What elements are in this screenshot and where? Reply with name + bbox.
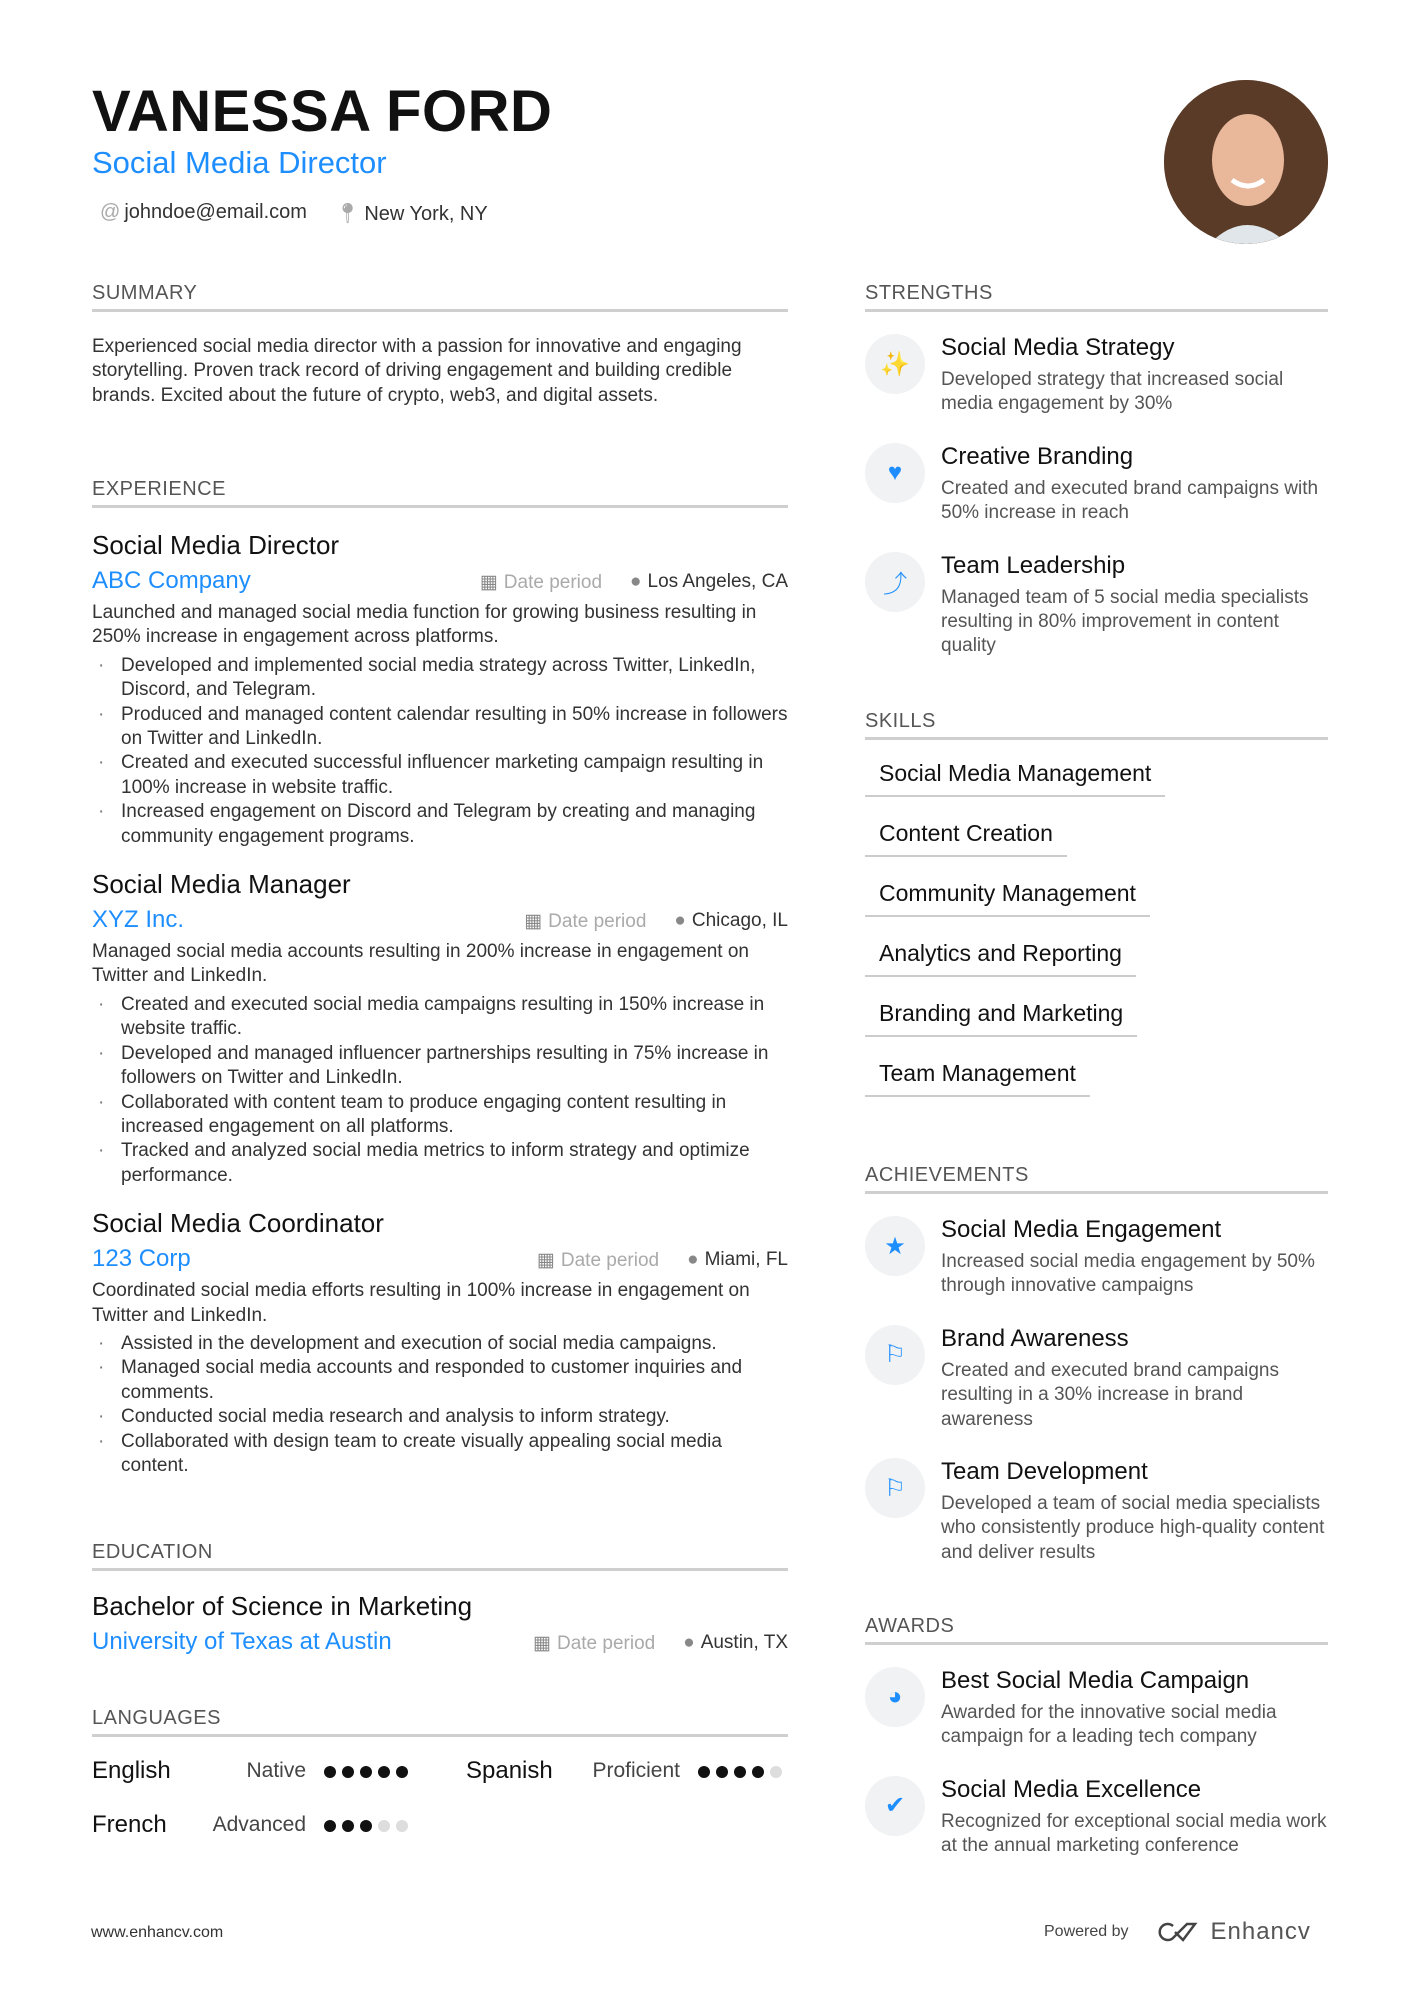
section-heading: EDUCATION — [92, 1541, 788, 1571]
location: Austin, TX — [700, 1632, 788, 1653]
location-pin-icon: ● — [683, 1632, 695, 1653]
school: University of Texas at Austin — [92, 1628, 392, 1655]
location-text: New York, NY — [364, 203, 488, 225]
brand-name: Enhancv — [1210, 1918, 1311, 1945]
item-body — [941, 552, 1328, 659]
item-description: Managed team of 5 social media specialists resulting in 80% improvement in content quality — [941, 586, 1309, 657]
skill-tag: Branding and Marketing — [865, 1000, 1137, 1037]
skill-tag: Analytics and Reporting — [865, 940, 1136, 977]
degree: Bachelor of Science in Marketing — [92, 1591, 473, 1621]
job-meta-row — [92, 1245, 788, 1273]
item-description: Created and executed brand campaigns resulting in a 30% increase in brand awareness — [941, 1359, 1280, 1430]
job-meta — [524, 910, 788, 933]
powered-by — [1044, 1918, 1311, 1946]
dot-filled — [360, 1766, 372, 1778]
location — [335, 201, 488, 226]
job-location — [630, 571, 788, 594]
item-body — [941, 1776, 1328, 1859]
language-item — [92, 1811, 414, 1839]
skills-section — [865, 710, 1328, 1097]
company-name: XYZ Inc. — [92, 906, 185, 934]
profile-photo — [1164, 80, 1328, 244]
contact-info — [100, 201, 488, 226]
item-body — [941, 1216, 1328, 1299]
location-text: Chicago, IL — [691, 910, 788, 932]
section-heading: SUMMARY — [92, 282, 788, 312]
location-pin-icon: ● — [674, 910, 686, 932]
location-text: Miami, FL — [704, 1249, 788, 1271]
head-idea-icon: ◕ — [865, 1667, 925, 1727]
dot-filled — [734, 1766, 746, 1778]
skill-row — [865, 917, 1328, 977]
calendar-icon: ▦ — [533, 1633, 551, 1654]
language-level: Advanced — [212, 1813, 306, 1836]
item-description: Increased social media engagement by 50% through innovative campaigns — [941, 1251, 1315, 1297]
website-link[interactable]: www.enhancv.com — [91, 1924, 224, 1941]
awards-item — [865, 1776, 1328, 1859]
language-name: Spanish — [466, 1757, 553, 1784]
item-description: Awarded for the innovative social media campaign for a leading tech company — [941, 1702, 1277, 1748]
flag-icon: ⚐ — [865, 1325, 925, 1385]
job-meta-row — [92, 567, 788, 595]
job-bullets — [92, 654, 788, 849]
skill-row — [865, 1037, 1328, 1097]
section-heading: LANGUAGES — [92, 1707, 788, 1737]
heart-icon: ♥ — [865, 443, 925, 503]
skill-tag: Content Creation — [865, 820, 1067, 857]
achievements-item — [865, 1216, 1328, 1299]
skill-tag: Social Media Management — [865, 760, 1165, 797]
email-text: johndoe@email.com — [124, 201, 307, 223]
section-heading: AWARDS — [865, 1615, 1328, 1645]
section-heading: STRENGTHS — [865, 282, 1328, 312]
item-title: Team Leadership — [941, 551, 1126, 579]
bullet-item: · Developed and implemented social media strategy across Twitter, LinkedIn, Discord, and Telegram. — [92, 654, 788, 703]
at-icon: @ — [100, 201, 121, 223]
location-pin-icon: ● — [630, 571, 642, 592]
job-description: Managed social media accounts resulting in 200% increase in engagement on Twitter and LinkedIn. — [92, 941, 749, 987]
proficiency-dots — [698, 1757, 788, 1785]
item-title: Best Social Media Campaign — [941, 1667, 1250, 1694]
item-body — [941, 443, 1328, 526]
skill-row — [865, 740, 1328, 797]
flag-icon: ⚐ — [865, 1458, 925, 1518]
job-description: Coordinated social media efforts resulting in 100% increase in engagement on Twitter and LinkedIn. — [92, 1280, 750, 1326]
bullet-item: · Tracked and analyzed social media metrics to inform strategy and optimize performance. — [92, 1139, 788, 1188]
bullet-item: · Assisted in the development and execution of social media campaigns. — [92, 1332, 788, 1356]
job-meta — [537, 1249, 788, 1272]
location-text: Los Angeles, CA — [647, 571, 788, 592]
magic-wand-icon: ✨ — [865, 334, 925, 394]
calendar-icon: ▦ — [479, 572, 498, 593]
awards-item — [865, 1667, 1328, 1750]
dot-empty — [396, 1820, 408, 1832]
skill-tag: Team Management — [865, 1060, 1090, 1097]
skill-row — [865, 977, 1328, 1037]
check-icon: ✔ — [865, 1776, 925, 1836]
job-meta — [480, 571, 788, 594]
item-title: Social Media Excellence — [941, 1775, 1202, 1803]
job-description: Launched and managed social media function for growing business resulting in 250% increase in engagement across platforms. — [92, 602, 757, 648]
candidate-name: VANESSA FORD — [92, 79, 553, 144]
bullet-item: · Created and executed successful influencer marketing campaign resulting in 100% increase in website traffic. — [92, 751, 788, 800]
candidate-title: Social Media Director — [92, 145, 387, 180]
star-icon: ★ — [865, 1216, 925, 1276]
bullet-item: · Collaborated with content team to produce engaging content resulting in increased engagement on all platforms. — [92, 1091, 788, 1140]
awards-section — [865, 1615, 1328, 1859]
bullet-item: · Managed social media accounts and responded to customer inquiries and comments. — [92, 1356, 788, 1405]
date-text: Date period — [560, 1250, 660, 1272]
item-title: Creative Branding — [941, 442, 1134, 470]
language-level: Proficient — [592, 1759, 680, 1782]
calendar-icon: ▦ — [524, 911, 543, 933]
item-title: Brand Awareness — [941, 1324, 1129, 1352]
job-title: Social Media Manager — [92, 869, 351, 900]
bullet-item: · Increased engagement on Discord and Telegram by creating and managing community engagement programs. — [92, 800, 788, 849]
languages-section — [92, 1707, 788, 1839]
experience-entry — [92, 869, 788, 1188]
skill-row — [865, 857, 1328, 917]
location-pin-icon: 📍︎ — [334, 203, 361, 225]
language-name: English — [92, 1757, 171, 1784]
item-body — [941, 334, 1328, 417]
dot-filled — [396, 1766, 408, 1778]
bullet-item: · Conducted social media research and analysis to inform strategy. — [92, 1405, 788, 1429]
dot-filled — [752, 1766, 764, 1778]
strengths-item — [865, 443, 1328, 526]
calendar-icon: ▦ — [536, 1250, 555, 1272]
bullet-item: · Developed and managed influencer partnerships resulting in 75% increase in followers on Twitter and LinkedIn. — [92, 1042, 788, 1091]
item-description: Created and executed brand campaigns with 50% increase in reach — [941, 477, 1319, 524]
job-location — [687, 1249, 788, 1272]
achievements-section — [865, 1164, 1328, 1565]
dot-filled — [324, 1820, 336, 1832]
dot-empty — [770, 1766, 782, 1778]
item-body — [941, 1667, 1328, 1750]
email[interactable] — [100, 201, 307, 226]
experience-section — [92, 478, 788, 1478]
date-period — [524, 910, 646, 933]
item-body — [941, 1458, 1328, 1565]
enhancv-logo-icon — [1153, 1920, 1199, 1944]
company-name: 123 Corp — [92, 1245, 191, 1273]
item-title: Social Media Strategy — [941, 334, 1175, 361]
job-title: Social Media Director — [92, 530, 340, 560]
dot-filled — [324, 1766, 336, 1778]
job-meta-row — [92, 906, 788, 934]
powered-by-text: Powered by — [1044, 1923, 1129, 1940]
item-description: Developed a team of social media specialists who consistently produce high-quality content and deliver results — [941, 1493, 1325, 1563]
dot-filled — [716, 1766, 728, 1778]
dot-filled — [360, 1820, 372, 1832]
item-body — [941, 1325, 1328, 1432]
location-pin-icon: ● — [687, 1249, 699, 1271]
dot-empty — [378, 1820, 390, 1832]
job-bullets — [92, 1332, 788, 1478]
date-period — [480, 571, 602, 594]
company-name: ABC Company — [92, 567, 251, 594]
skill-row — [865, 797, 1328, 857]
experience-entry — [92, 530, 788, 849]
language-item — [466, 1757, 788, 1785]
proficiency-dots — [324, 1811, 414, 1839]
language-name: French — [92, 1811, 167, 1838]
skill-tag: Community Management — [865, 880, 1150, 917]
dot-filled — [342, 1820, 354, 1832]
bullet-item: · Produced and managed content calendar resulting in 50% increase in followers on Twitter and LinkedIn. — [92, 703, 788, 752]
job-bullets — [92, 993, 788, 1188]
strategy-arrow-icon: ⤴ — [865, 552, 925, 612]
item-description: Recognized for exceptional social media work at the annual marketing conference — [941, 1810, 1327, 1857]
summary-text: Experienced social media director with a passion for innovative and engaging storytelling. Proven track record of driving engagement and building credible brands. Excited about the future of crypto, web3, and digital assets. — [92, 336, 742, 406]
dot-filled — [342, 1766, 354, 1778]
date-period — [537, 1249, 659, 1272]
item-title: Team Development — [941, 1458, 1148, 1486]
job-title: Social Media Coordinator — [92, 1208, 384, 1239]
section-heading: ACHIEVEMENTS — [865, 1164, 1328, 1194]
strengths-item — [865, 552, 1328, 659]
section-heading: EXPERIENCE — [92, 478, 788, 508]
dot-filled — [378, 1766, 390, 1778]
language-level: Native — [246, 1759, 306, 1782]
language-item — [92, 1757, 414, 1785]
item-title: Social Media Engagement — [941, 1216, 1222, 1243]
proficiency-dots — [324, 1757, 414, 1785]
experience-entry — [92, 1208, 788, 1478]
bullet-item: · Created and executed social media campaigns resulting in 150% increase in website traffic. — [92, 993, 788, 1042]
summary-section — [92, 282, 788, 408]
dot-filled — [698, 1766, 710, 1778]
strengths-item — [865, 334, 1328, 417]
education-section — [92, 1541, 788, 1656]
bullet-item: · Collaborated with design team to create visually appealing social media content. — [92, 1430, 788, 1479]
achievements-item — [865, 1458, 1328, 1565]
date-text: Date period — [503, 572, 603, 593]
item-description: Developed strategy that increased social media engagement by 30% — [941, 369, 1284, 415]
achievements-item — [865, 1325, 1328, 1432]
job-location — [674, 910, 788, 933]
strengths-section — [865, 282, 1328, 659]
section-heading: SKILLS — [865, 710, 1328, 740]
date: Date period — [556, 1633, 656, 1654]
date-text: Date period — [548, 911, 647, 933]
